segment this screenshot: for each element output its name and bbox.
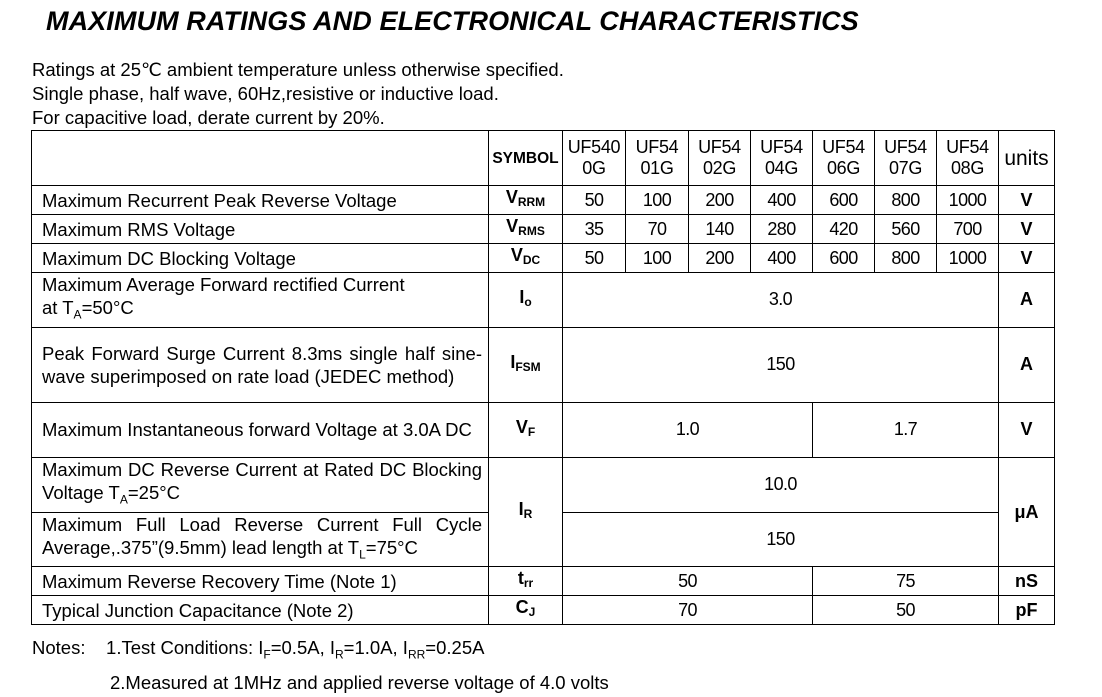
header-row <box>32 131 1055 186</box>
table-row-vrms <box>32 215 1055 244</box>
value-cell: 200 <box>689 244 751 273</box>
row-symbol: $V_{DC}$ <box>489 244 563 273</box>
value-cell: 600 <box>813 244 875 273</box>
row-description: Maximum Average Forward rectified Current at $T_A=50^\circ C$ <box>32 273 489 328</box>
row-description: Maximum DC Reverse Current at Rated DC Blocking Voltage $T_A=25^\circ C$ <box>32 457 489 512</box>
value-cell: 10.0 <box>563 457 999 512</box>
row-description: Peak Forward Surge Current 8.3ms single half sine-wave superimposed on rate load (JEDEC method) <box>32 327 489 402</box>
value-cell: 50 <box>563 244 626 273</box>
row-symbol: $V_F$ <box>489 402 563 457</box>
value-cell: 200 <box>689 186 751 215</box>
page-title: MAXIMUM RATINGS AND ELECTRONICAL CHARACTERISTICS <box>46 6 859 36</box>
row-description: Maximum Full Load Reverse Current Full Cycle Average,.375”(9.5mm) lead length at $T_L=75^\circ C$ <box>32 512 489 567</box>
value-cell: 280 <box>751 215 813 244</box>
header-device: UF54 07G <box>875 131 937 186</box>
value-cell: 800 <box>875 244 937 273</box>
header-device: UF54 06G <box>813 131 875 186</box>
value-cell: 100 <box>626 186 689 215</box>
value-cell: 70 <box>563 596 813 625</box>
value-cell: 75 <box>813 567 999 596</box>
row-symbol: $I_{FSM}$ <box>489 327 563 402</box>
table-row-vf <box>32 402 1055 457</box>
row-description: Maximum DC Blocking Voltage <box>32 244 489 273</box>
value-cell: 800 <box>875 186 937 215</box>
row-unit: nS <box>999 567 1055 596</box>
value-cell: 420 <box>813 215 875 244</box>
row-unit: pF <box>999 596 1055 625</box>
intro-text <box>32 58 564 130</box>
value-cell: 100 <box>626 244 689 273</box>
value-cell: 1.0 <box>563 402 813 457</box>
value-cell: 3.0 <box>563 273 999 328</box>
value-cell: 600 <box>813 186 875 215</box>
row-unit: A <box>999 273 1055 328</box>
row-unit: V <box>999 402 1055 457</box>
value-cell: 1000 <box>937 244 999 273</box>
row-unit: V <box>999 244 1055 273</box>
value-cell: 400 <box>751 186 813 215</box>
row-symbol: $t_{rr}$ <box>489 567 563 596</box>
row-unit: μA <box>999 457 1055 567</box>
note-2: 2.Measured at 1MHz and applied reverse voltage of 4.0 volts <box>110 671 609 693</box>
intro-line: Ratings at 25℃ ambient temperature unless otherwise specified. <box>32 59 564 80</box>
value-cell: 1.7 <box>813 402 999 457</box>
ratings-table <box>31 130 1055 625</box>
value-cell: 140 <box>689 215 751 244</box>
row-description: Typical Junction Capacitance (Note 2) <box>32 596 489 625</box>
header-symbol: SYMBOL <box>489 131 563 186</box>
row-description: Maximum Instantaneous forward Voltage at 3.0A DC <box>32 402 489 457</box>
row-unit: V <box>999 186 1055 215</box>
note-1: Notes: 1.Test Conditions: $I_F=0.5A$, $I_R=1.0A$, $I_{RR}=0.25A$ <box>32 637 485 662</box>
notes <box>32 634 609 697</box>
value-cell: 150 <box>563 512 999 567</box>
table-row-ifsm <box>32 327 1055 402</box>
value-cell: 150 <box>563 327 999 402</box>
header-device: UF54 04G <box>751 131 813 186</box>
row-symbol: $V_{RMS}$ <box>489 215 563 244</box>
row-description: Maximum RMS Voltage <box>32 215 489 244</box>
row-symbol: $V_{RRM}$ <box>489 186 563 215</box>
value-cell: 560 <box>875 215 937 244</box>
value-cell: 35 <box>563 215 626 244</box>
notes-label: Notes: <box>32 637 86 658</box>
row-symbol: $I_o$ <box>489 273 563 328</box>
value-cell: 400 <box>751 244 813 273</box>
row-symbol: $I_R$ <box>489 457 563 567</box>
header-device: UF540 0G <box>563 131 626 186</box>
value-cell: 700 <box>937 215 999 244</box>
value-cell: 1000 <box>937 186 999 215</box>
header-blank <box>32 131 489 186</box>
table-row-ir-dc <box>32 457 1055 512</box>
value-cell: 50 <box>563 567 813 596</box>
row-unit: V <box>999 215 1055 244</box>
row-unit: A <box>999 327 1055 402</box>
intro-line: Single phase, half wave, 60Hz,resistive or inductive load. <box>32 83 499 104</box>
header-device: UF54 08G <box>937 131 999 186</box>
intro-line: For capacitive load, derate current by 20%. <box>32 107 385 128</box>
table-row-cj <box>32 596 1055 625</box>
header-units: units <box>999 131 1055 186</box>
value-cell: 70 <box>626 215 689 244</box>
row-symbol: $C_J$ <box>489 596 563 625</box>
table-row-trr <box>32 567 1055 596</box>
table-row-io <box>32 273 1055 328</box>
row-description: Maximum Reverse Recovery Time (Note 1) <box>32 567 489 596</box>
table-row-vdc <box>32 244 1055 273</box>
value-cell: 50 <box>563 186 626 215</box>
value-cell: 50 <box>813 596 999 625</box>
table-row-vrrm <box>32 186 1055 215</box>
header-device: UF54 01G <box>626 131 689 186</box>
header-device: UF54 02G <box>689 131 751 186</box>
row-description: Maximum Recurrent Peak Reverse Voltage <box>32 186 489 215</box>
